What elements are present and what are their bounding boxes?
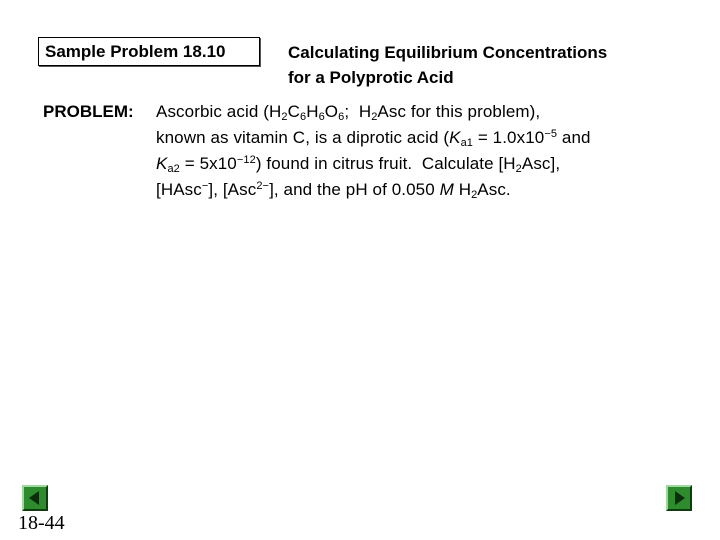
next-slide-button[interactable]	[666, 485, 692, 511]
problem-statement	[156, 99, 696, 203]
arrow-left-icon	[24, 487, 46, 509]
problem-line-3: $K_{a2} = 5x10^{-12}$) found in citrus fruit. Calculate $[H_2Asc]$,	[156, 154, 561, 175]
problem-label: PROBLEM:	[43, 102, 134, 121]
sample-problem-text: Sample Problem 18.10	[45, 41, 226, 61]
arrow-right-icon	[668, 487, 690, 509]
problem-line-1: Ascorbic acid ($H_2C_6H_6O_6$; $H_2Asc$ for this problem),	[156, 102, 541, 123]
problem-line-4: [HAsc−], [Asc$^{2-}$], and the pH of 0.050 M $H_2Asc$.	[156, 180, 511, 201]
previous-slide-button[interactable]	[22, 485, 48, 511]
heading-line-1: Calculating Equilibrium Concentrations	[288, 43, 608, 62]
problem-line-2: known as vitamin C, is a diprotic acid ($K_{a1} = 1.0x10^{-5}$ and	[156, 128, 591, 149]
sample-problem-label	[38, 37, 260, 66]
problem-heading	[288, 40, 708, 90]
heading-line-2: for a Polyprotic Acid	[288, 68, 454, 87]
slide-number: 18-44	[18, 512, 65, 534]
